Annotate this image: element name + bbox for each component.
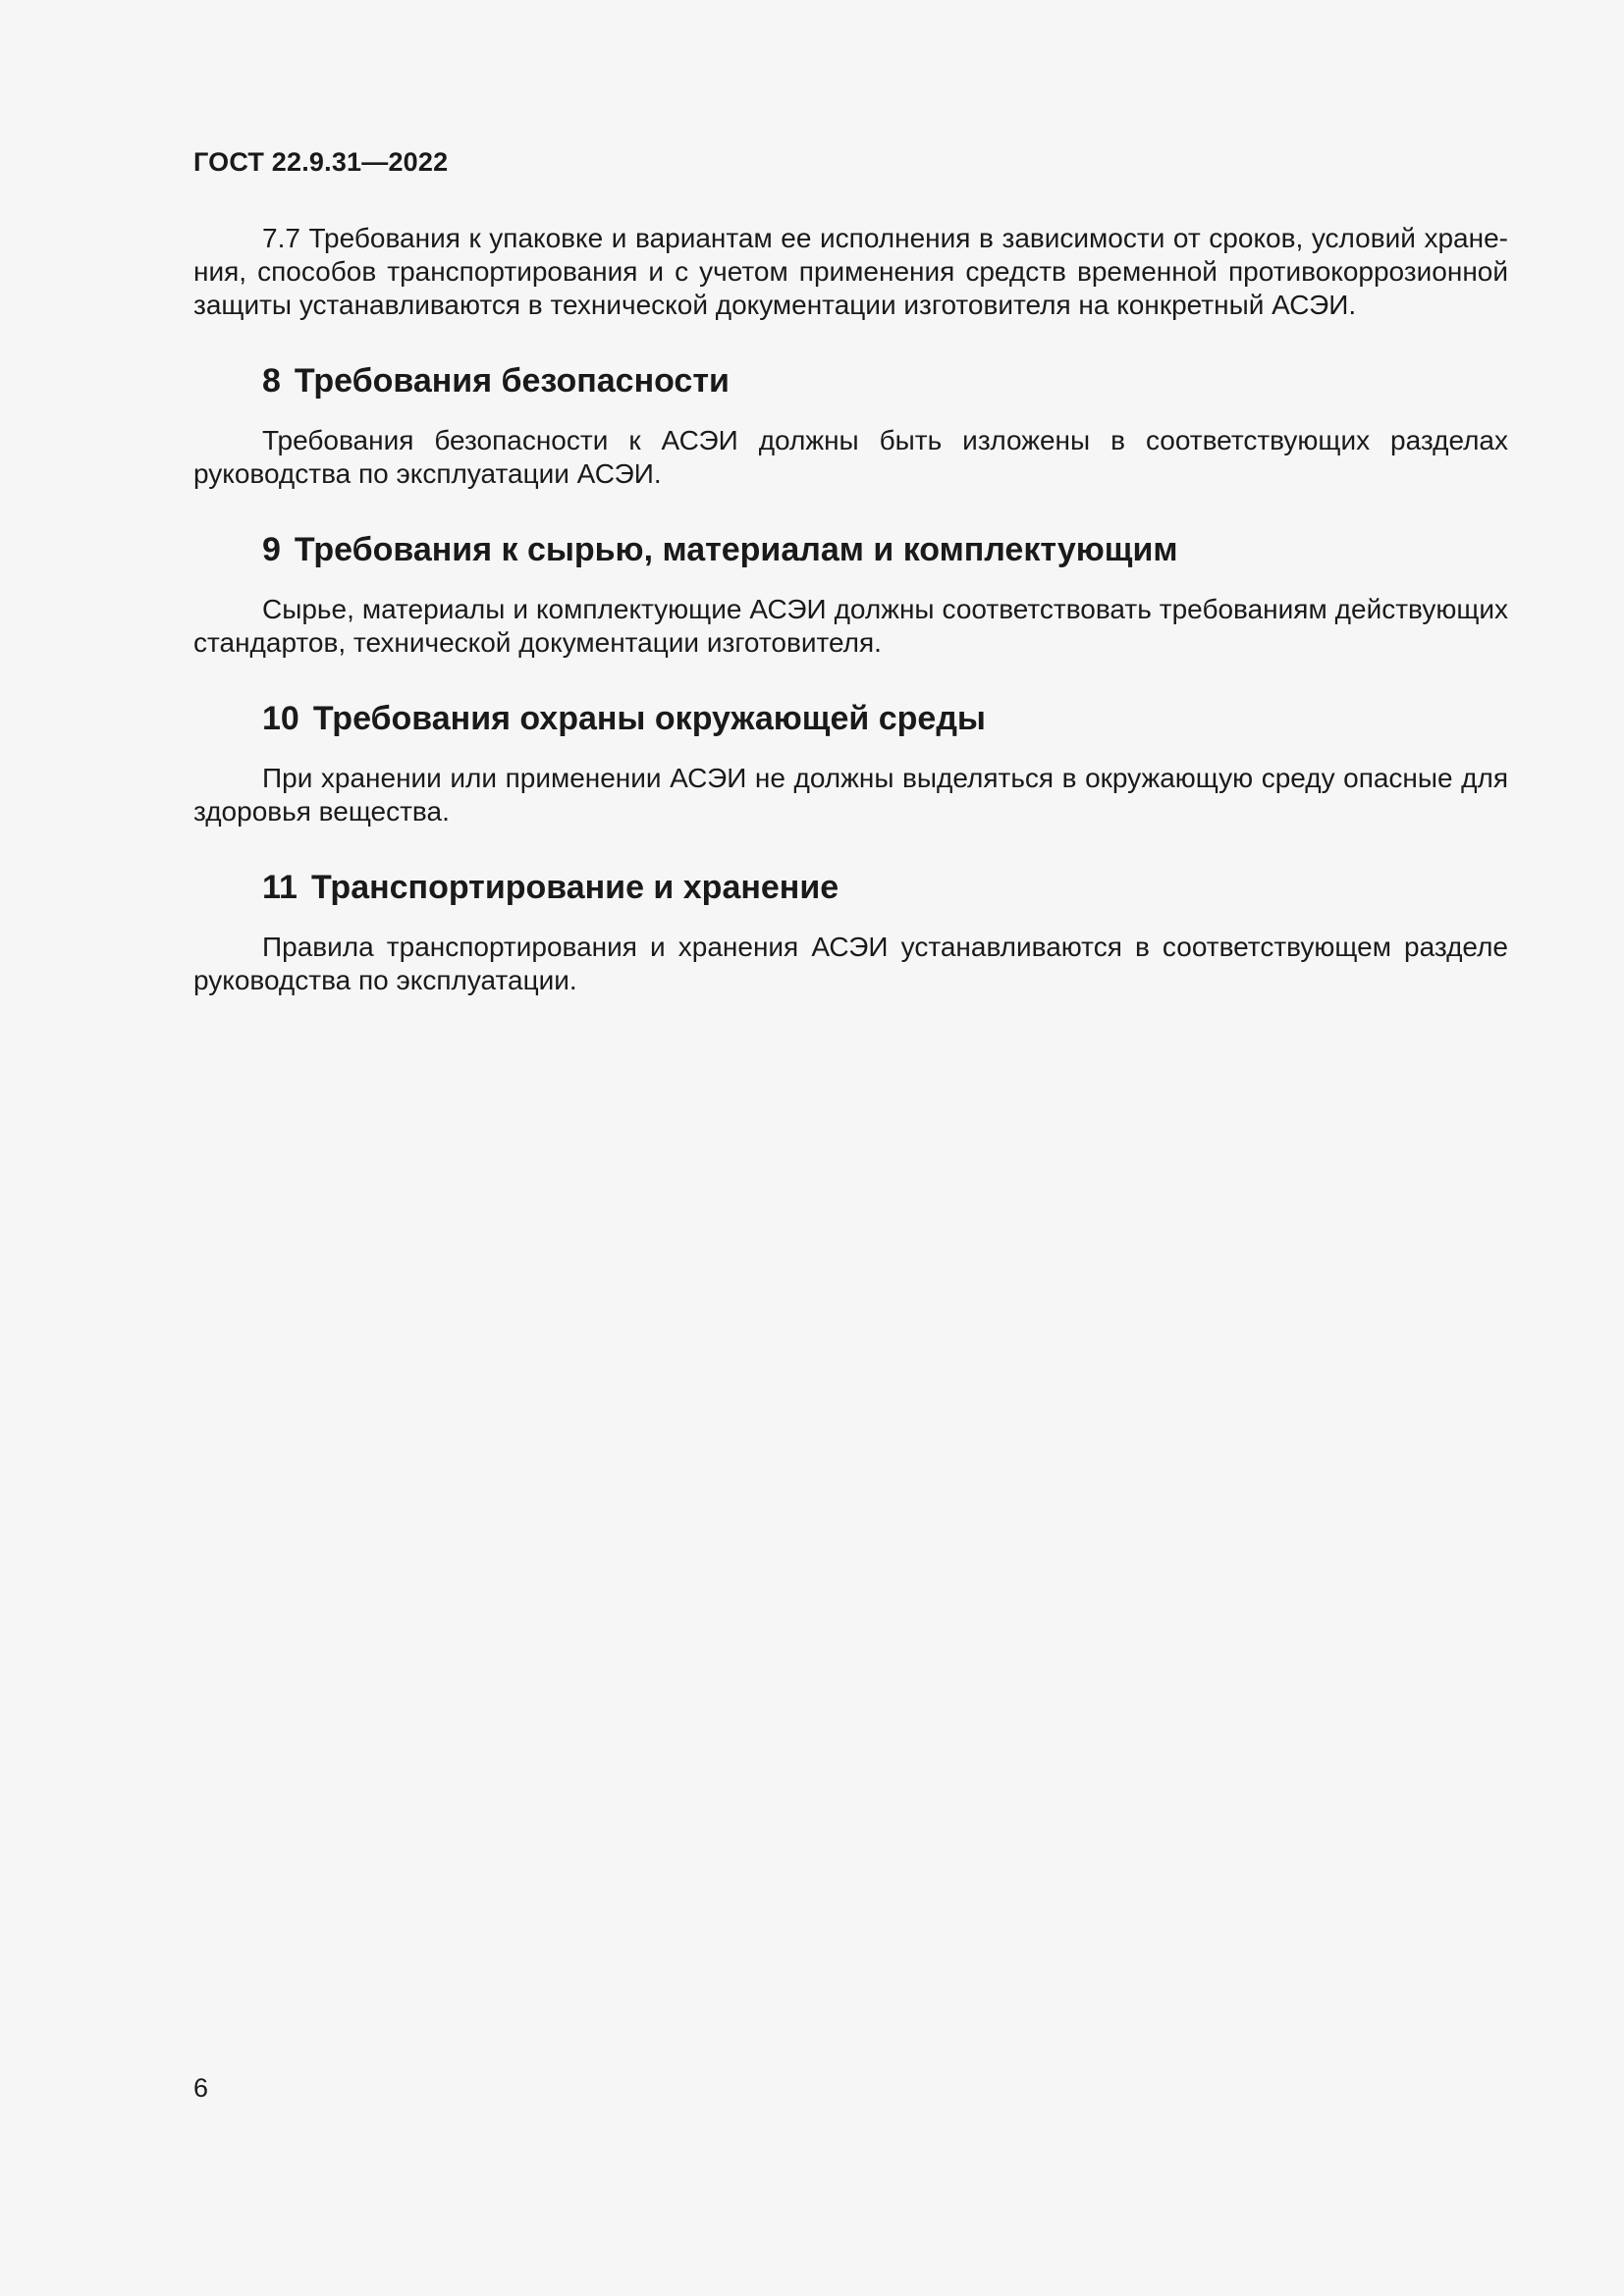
clause-7-7-paragraph: 7.7 Требования к упаковке и вариантам ее исполнения в зависимости от сроков, условий хранения, способов транспортирования и с учетом применения средств временной противокоррозионной защиты устанавливаются в технической документации изготовителя на конкретный АСЭИ. [193,223,1508,320]
section-8-heading [193,361,1508,400]
section-9-number: 9 [262,531,281,568]
standard-code-header: ГОСТ 22.9.31—2022 [193,147,449,177]
section-8-number: 8 [262,362,281,400]
section-9-heading [193,530,1508,569]
section-10-title: Требования охраны окружающей среды [312,700,986,737]
section-10-paragraph: При хранении или применении АСЭИ не должны выделяться в окружающую среду опасные для здоровья вещества. [193,763,1508,827]
section-9-paragraph: Сырье, материалы и комплектующие АСЭИ должны соответствовать требованиям действующих стандартов, технической документации изготовителя. [193,594,1508,658]
section-9-title: Требования к сырью, материалам и комплектующим [294,531,1178,568]
section-11-number: 11 [262,869,298,906]
section-11-title: Транспортирование и хранение [310,869,839,906]
section-10-number: 10 [262,700,299,737]
section-8-paragraph: Требования безопасности к АСЭИ должны быть изложены в соответствующих разделах руководства по эксплуатации АСЭИ. [193,425,1508,489]
section-8-title: Требования безопасности [294,362,730,400]
document-body [193,222,1508,997]
section-11-heading [193,868,1508,907]
section-11-paragraph: Правила транспортирования и хранения АСЭИ устанавливаются в соответствующем разделе руководства по эксплуатации. [193,932,1508,995]
section-10-heading [193,699,1508,738]
page-number: 6 [193,2073,209,2103]
